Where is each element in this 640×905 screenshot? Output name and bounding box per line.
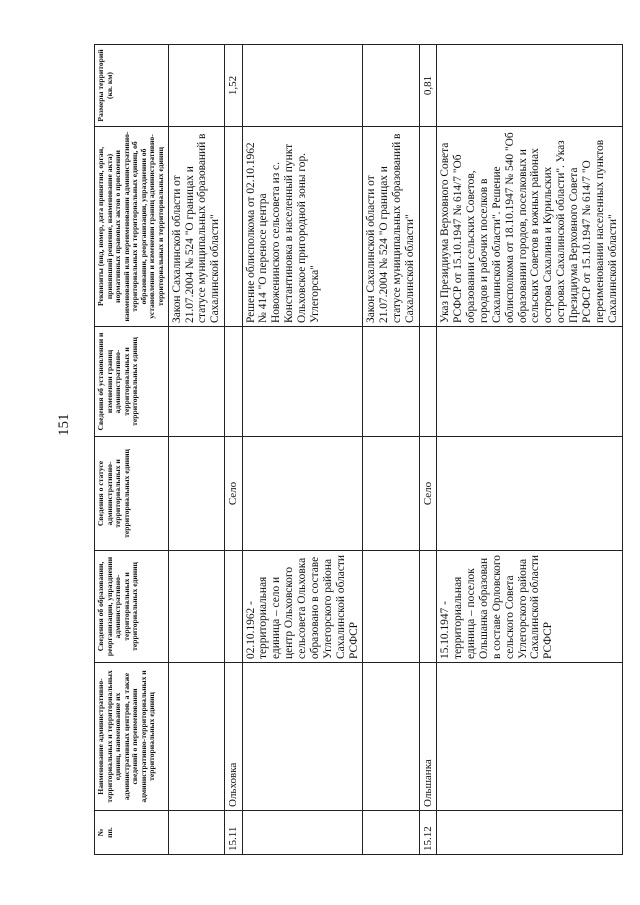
table-cell-empty <box>242 437 363 551</box>
header-name: Наименование административно-территориальных и территориальных единиц, наименование их административных центров, а также сведений о переименовании административно-территориальных и территориальных единиц <box>95 663 169 811</box>
row-requisites: Решение облисполкома от 02.10.1962 № 414 "О переносе центра Новоженинского сельсовета из с. Константиновка в населенный пункт Ольховское пригородной зоны гор. Углегорска" <box>242 127 363 327</box>
table-cell-empty <box>168 437 225 551</box>
table-cell-empty <box>242 45 363 127</box>
page-number: 151 <box>56 413 72 436</box>
row-status: Село <box>225 437 242 551</box>
table-cell-empty <box>437 663 622 811</box>
header-borders: Сведения об установлении и изменении границ административно-территориальных и территориальных единиц <box>95 327 169 437</box>
table-cell-empty <box>363 811 420 855</box>
row-status: Село <box>419 437 436 551</box>
table-cell-empty <box>363 327 420 437</box>
table-cell-empty <box>419 127 436 327</box>
header-status: Сведения о статусе административно-территориальных и территориальных единиц <box>95 437 169 551</box>
row-formation: 02.10.1962 - территориальная единица – село и центр Ольховского сельсовета Ольховка образовано в составе Углегорского района Сахалинской области РСФСР <box>242 551 363 663</box>
header-formation: Сведения об образовании, реорганизации, упразднении административно-территориальных и территориальных единиц <box>95 551 169 663</box>
table-cell-empty <box>363 45 420 127</box>
row-requisites: Указ Президиума Верховного Совета РСФСР от 15.10.1947 № 614/7 "Об образовании сельских Советов, городов и рабочих поселков в Сахалинской области". Решение облисполкома от 18.10.1947 № 540 "Об образовании городов, поселковых и сельских Советов в южных районах острова Сахалина и Курильских островах Сахалинской области". Указ Президиума Верховного Совета РСФСР от 15.10.1947 № 614/7 "О переименовании населенных пунктов Сахалинской области" <box>437 127 622 327</box>
table-cell-empty <box>242 663 363 811</box>
document-table-frame <box>94 45 619 855</box>
table-cell-empty <box>437 45 622 127</box>
header-size: Размеры территорий (кв. км) <box>95 45 169 127</box>
row-name: Ольшанка <box>419 663 436 811</box>
table-cell-empty <box>225 127 242 327</box>
registry-table <box>94 44 623 855</box>
table-cell-empty <box>168 327 225 437</box>
row-requisites-top: Закон Сахалинской области от 21.07.2004 № 524 "О границах и статусе муниципальных образований в Сахалинской области" <box>168 127 225 327</box>
header-no: № пп. <box>95 811 169 855</box>
table-cell-empty <box>168 551 225 663</box>
table-cell-empty <box>437 811 622 855</box>
table-cell-empty <box>437 437 622 551</box>
row-requisites-top: Закон Сахалинской области от 21.07.2004 № 524 "О границах и статусе муниципальных образований в Сахалинской области" <box>363 127 420 327</box>
table-cell-empty <box>419 551 436 663</box>
table-cell-empty <box>419 327 436 437</box>
table-cell-empty <box>225 327 242 437</box>
row-number: 15.12 <box>419 811 436 855</box>
table-cell-empty <box>242 811 363 855</box>
table-cell-empty <box>168 811 225 855</box>
row-size: 0,81 <box>419 45 436 127</box>
table-cell-empty <box>242 327 363 437</box>
table-cell-empty <box>168 663 225 811</box>
table-cell-empty <box>363 551 420 663</box>
row-formation: 15.10.1947 - территориальная единица – поселок Ольшанка образован в составе Орловского сельского Совета Углегорского района Сахалинской области РСФСР <box>437 551 622 663</box>
table-cell-empty <box>225 551 242 663</box>
table-cell-empty <box>363 663 420 811</box>
table-cell-empty <box>363 437 420 551</box>
table-cell-empty <box>168 45 225 127</box>
header-requisites: Реквизиты (вид, номер, дата принятия, орган, принявший решение, наименование акта) нормативных правовых актов о присвоении наименований или переименовании административно-территориальных и территориальных единиц, об образовании, реорганизации, упразднении об установлении и изменении границ административно-территориальных и территориальных единиц <box>95 127 169 327</box>
row-name: Ольховка <box>225 663 242 811</box>
row-number: 15.11 <box>225 811 242 855</box>
table-cell-empty <box>437 327 622 437</box>
row-size: 1,52 <box>225 45 242 127</box>
